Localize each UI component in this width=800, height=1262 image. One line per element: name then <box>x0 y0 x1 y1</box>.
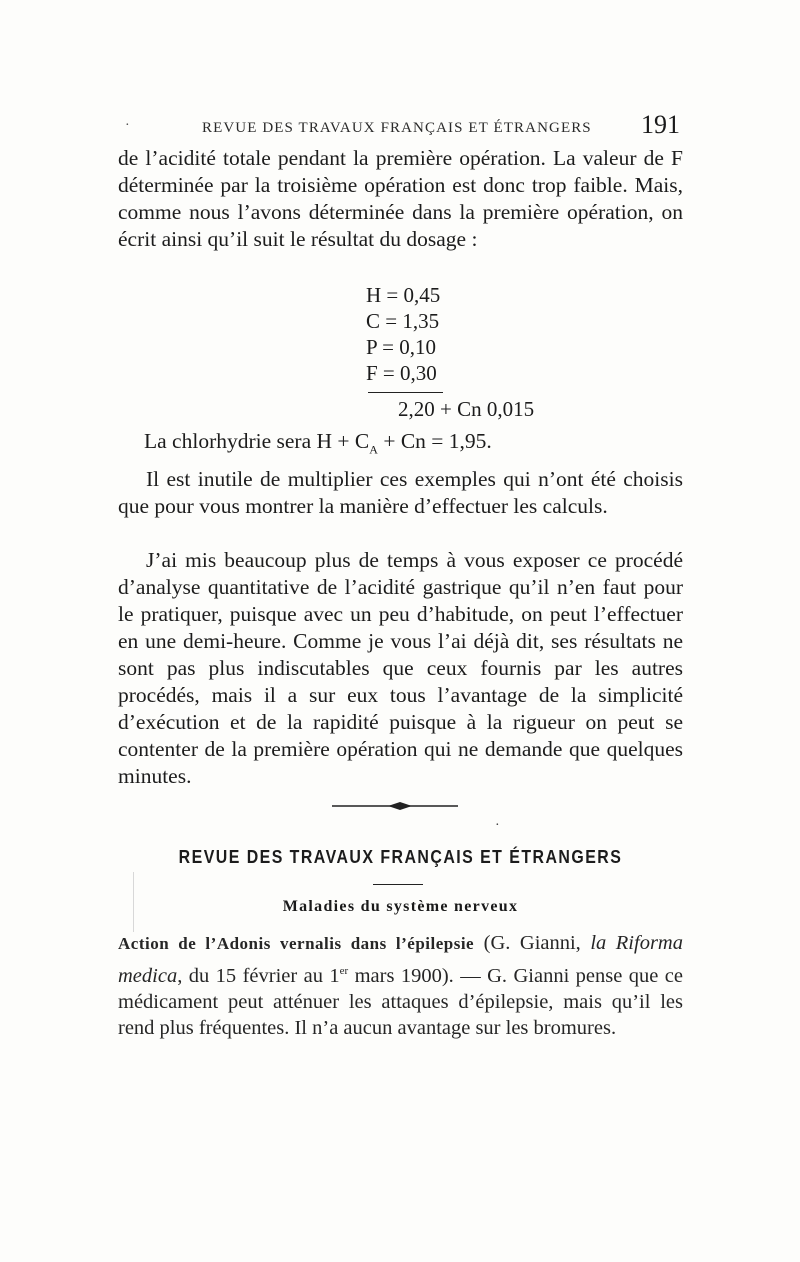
article-title: Action de l’Adonis vernalis dans l’épilepsie <box>118 934 475 953</box>
formula-sum: 2,20 + Cn 0,015 <box>398 397 535 421</box>
ornament-diamond <box>388 802 412 810</box>
running-title: REVUE DES TRAVAUX FRANÇAIS ET ÉTRANGERS <box>202 120 592 136</box>
formula-p: P = 0,10 <box>366 335 436 359</box>
section-heading: REVUE DES TRAVAUX FRANÇAIS ET ÉTRANGERS <box>178 846 623 867</box>
article-body: mars 1900). — G. Gianni pense que ce médicament peut atténuer les attaques d’épilepsie, mais qu’il les rend plus fréquentes. Il n’a aucun avantage sur les bromures. <box>118 964 683 1040</box>
sum-rule <box>368 392 443 393</box>
chlorhydrie-line <box>144 428 492 463</box>
page-number: 191 <box>641 110 680 139</box>
paragraph-2: Il est inutile de multiplier ces exemples qui n’ont été choisis que pour vous montrer la manière d’effectuer les calculs. <box>118 467 683 518</box>
chlorhydrie-subscript: A <box>369 442 378 457</box>
formula-c: C = 1,35 <box>366 309 440 333</box>
small-dot: · <box>495 818 500 833</box>
chlorhydrie-suffix: + Cn = 1,95. <box>377 429 492 453</box>
paragraph-1: de l’acidité totale pendant la première opération. La valeur de F déterminée par la troisième opération est donc trop faible. Mais, comme nous l’avons déterminée dans la première opération, on écrit ainsi qu’il suit le résultat du dosage : <box>118 146 683 251</box>
paragraph-3: J’ai mis beaucoup plus de temps à vous exposer ce procédé d’analyse quantitative de l’acidité gastrique qu’il n’en faut pour le pratiquer, puisque avec un peu d’habitude, on peut l’effectuer en une demi-heure. Comme je vous l’ai déjà dit, ses résultats ne sont pas plus indiscutables que ceux fournis par les autres procédés, mais il a sur eux tous l’avantage de la simplicité d’exécution et de la rapidité puisque à la rigueur on peut se contenter de la première opération qui ne demande que quelques minutes. <box>118 548 683 788</box>
date-superscript: er <box>339 964 349 977</box>
heading-rule <box>373 884 423 885</box>
citation-open: (G. Gianni, <box>474 932 591 954</box>
subsection-heading: Maladies du système nerveux <box>282 898 519 915</box>
formula-f: F = 0,30 <box>366 361 437 385</box>
formula-h: H = 0,45 <box>366 283 441 307</box>
date-before: , du 15 février au 1 <box>177 964 340 987</box>
journal-name: la Riforma medica <box>118 932 683 987</box>
running-head <box>190 108 680 140</box>
chlorhydrie-prefix: La chlorhydrie sera H + C <box>144 429 370 453</box>
section-ornament <box>330 796 460 816</box>
article-paragraph <box>118 930 683 1042</box>
stray-dot: · <box>125 118 130 133</box>
